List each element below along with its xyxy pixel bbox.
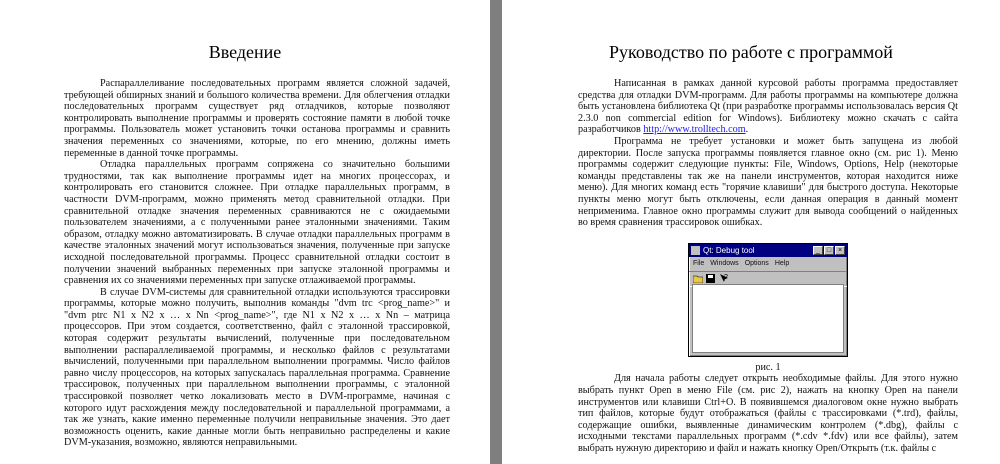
whats-this-icon xyxy=(718,273,729,284)
paragraph xyxy=(578,78,958,136)
menu-help: Help xyxy=(774,259,790,267)
open-folder-icon xyxy=(692,273,703,284)
paragraph-end: . xyxy=(745,124,749,136)
svg-text:?: ? xyxy=(723,274,728,282)
paragraph: Программа не требует установки и может быть запущена из любой директории. После запуска программы появляется главное окно (см. рис 1). Меню программы содержит следующие пункты: File, Windows, Options, Help (некоторые команды представлены так же на панели инструментов, которая находится ниже меню). Для многих команд есть "горячие клавиши" для быстрого доступа. Некоторые пункты меню могут быть отключены, если данная операция в данный момент неприменима. Главное окно программы служит для вывода сообщений о найденных во время сравнения трассировок ошибках. xyxy=(578,135,958,229)
save-icon xyxy=(705,273,716,284)
paragraph: Отладка параллельных программ сопряжена со значительно большими трудностями, так как выполнение программы идет на многих процессорах, и контролировать его становится сложнее. При отладке параллельных программ, в частности DVM-программ, можно применять метод сравнительной отладки. При сравнительной отладке значения переменных сравниваются не с ожидаемыми пользователем значениями, а с полученными ранее эталонными значениями. Таким образом, отладку можно автоматизировать. В случае отладки параллельных программ в качестве эталонных значений могут использоваться значения, полученные при запуске исходной последовательной программы. Процесс сравнительной отладки состоит в получении значений выбранных переменных при запуске эталонной программы и сравнения их со значениями переменных при запуске отлаживаемой программы. xyxy=(64,159,450,287)
close-icon: × xyxy=(835,246,845,255)
maximize-icon: □ xyxy=(824,246,834,255)
figure-caption: рис. 1 xyxy=(755,361,781,373)
page-title: Введение xyxy=(208,42,282,62)
page-body xyxy=(64,78,450,449)
window-controls xyxy=(813,246,845,255)
paragraph: В случае DVM-системы для сравнительной отладки используются трассировки программы, которые можно получить, выполнив команды "dvm trc <prog_name>" и "dvm ptrc N1 x N2 x … x Nn <prog_name>", где N1 x N2 x … x Nn – матрица процессоров. При этом создается, соответственно, файл с эталонной трассировкой, которая содержит результаты вычислений, полученные при последовательном выполнении распараллеливаемой программы, и несколько файлов с результатами вычислений, полученными при параллельном выполнении программы. Число файлов равно числу процессоров, на которых запускалась параллельная программа. Сравнение трассировок, полученных при параллельном выполнении программы, с эталонной трассировкой позволяет четко локализовать место в DVM-программе, начиная с которого идут расхождения между последовательной и параллельной программами, а так же узнать, какие именно переменные получили неправильные значения. Это дает возможность оценить, какие данные могли быть неправильно распределены и какие DVM-указания, возможно, являются неправильными. xyxy=(64,286,450,449)
menu-windows: Windows xyxy=(710,259,739,267)
app-icon xyxy=(691,246,700,255)
paragraph: Распараллеливание последовательных программ является сложной задачей, требующей обширных знаний и большого количества времени. Для облегчения отладки последовательных программ существует ряд отладчиков, которые позволяют контролировать выполнение программы и проверять состояние памяти в любой точке программы. Пользователь может установить точки останова программы и сравнить значения переменных со значениями, которые, по его мнению, должны иметь переменные в данной точке программы. xyxy=(64,78,450,159)
page-title: Руководство по работе с программой xyxy=(609,42,893,62)
window-title: Qt: Debug tool xyxy=(703,245,755,255)
paragraph-text: Написанная в рамках данной курсовой работы программа предоставляет средства для отладки DVM-программ. Для работы программы на компьютере должна быть установлена библиотека Qt (при разработке программы использовалась версия Qt 2.3.0 non commercial edition for Windows). Библиотеку можно скачать с сайта разработчиков xyxy=(578,78,958,136)
window-menubar xyxy=(689,257,847,271)
right-page xyxy=(502,0,1000,464)
window-client-area xyxy=(692,284,844,353)
figure-1 xyxy=(688,243,848,374)
menu-file: File xyxy=(693,259,705,267)
left-page xyxy=(0,0,490,464)
paragraph: Для начала работы следует открыть необходимые файлы. Для этого нужно выбрать пункт Open в меню File (см. рис 2), нажать на кнопку Open на панели инструментов или клавиши Ctrl+O. В появившемся диалоговом окне нужно выбрать тип файлов, которые будут отображаться (файлы с трассировками (*.trd), файлы, содержащие ошибки, выявленные динамическим контролем (*.dbg), файлы с исходными текстами параллельных программ (*.cdv *.fdv) или все файлы), затем выбрать нужную директорию и файл и нажать кнопку Open/Открыть (т.к. файлы с xyxy=(578,373,958,454)
trolltech-link[interactable]: http://www.trolltech.com xyxy=(643,124,746,136)
window-titlebar xyxy=(689,244,847,257)
page-body xyxy=(578,78,958,454)
minimize-icon: _ xyxy=(813,246,823,255)
app-window-screenshot xyxy=(688,243,848,357)
menu-options: Options xyxy=(744,259,769,267)
